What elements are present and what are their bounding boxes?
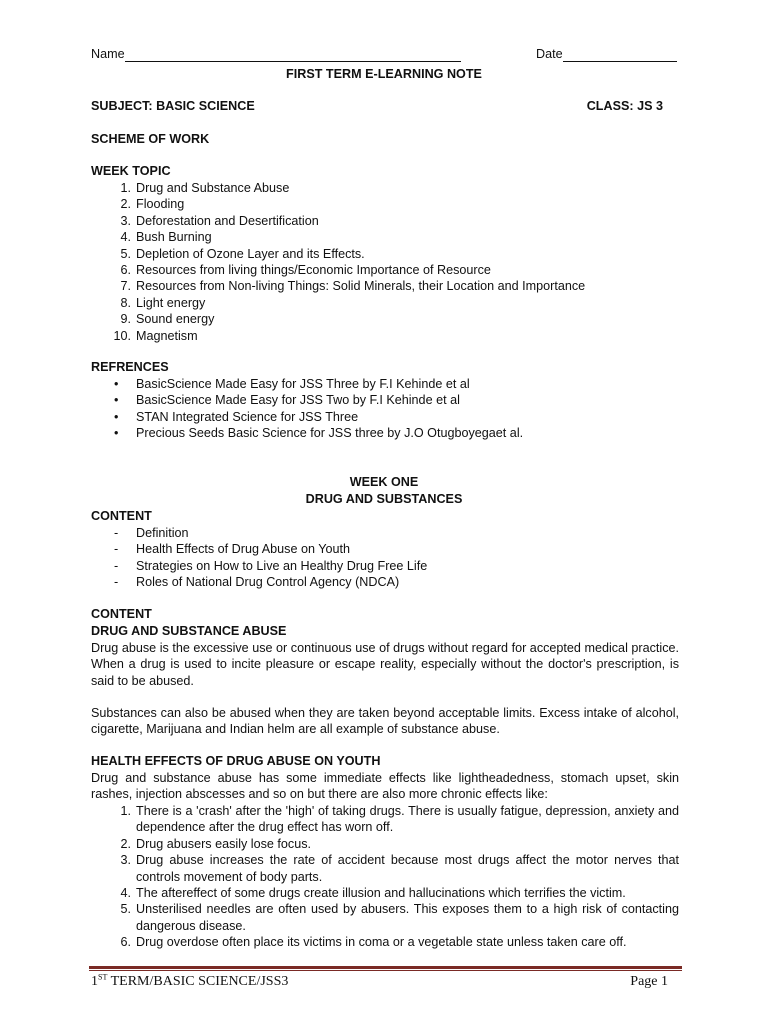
section-heading-drug-abuse: DRUG AND SUBSTANCE ABUSE (91, 624, 287, 638)
list-item: 8. Light energy (120, 295, 206, 310)
name-label: Name (91, 47, 125, 61)
week-title: WEEK ONE (349, 475, 419, 489)
list-item: 3. Deforestation and Desertification (120, 213, 319, 228)
content-heading-2: CONTENT (91, 607, 152, 621)
paragraph-substances: Substances can also be abused when they are taken beyond acceptable limits. Excess intake of alcohol, cigarette, Marijuana and Indian helm are all example of substance abuse. (91, 706, 679, 737)
week-topic-heading: WEEK TOPIC (91, 164, 171, 178)
list-item: • BasicScience Made Easy for JSS Two by F.I Kehinde et al (114, 393, 460, 408)
list-item: 2. Drug abusers easily lose focus. (120, 836, 311, 851)
date-label: Date (536, 47, 563, 61)
page-footer (91, 974, 668, 990)
footer-rule (89, 966, 682, 969)
list-item: 1. There is a 'crash' after the 'high' of taking drugs. There is usually fatigue, depression, anxiety and dependence after the drug effect has worn off. (120, 804, 679, 835)
week-subtitle: DRUG AND SUBSTANCES (305, 492, 463, 506)
list-item: 2. Flooding (120, 197, 185, 212)
paragraph-effects-intro: Drug and substance abuse has some immediate effects like lightheadedness, stomach upset, skin rashes, injection abscesses and so on but there are also more chronic effects like: (91, 771, 679, 802)
list-item: 3. Drug abuse increases the rate of accident because most drugs affect the motor nerves that controls movement of body parts. (120, 853, 679, 884)
content-heading: CONTENT (91, 509, 152, 523)
list-item: - Health Effects of Drug Abuse on Youth (114, 542, 351, 557)
date-field (536, 46, 677, 62)
date-line (563, 49, 677, 62)
list-item: 7. Resources from Non-living Things: Solid Minerals, their Location and Importance (120, 279, 586, 294)
list-item: • Precious Seeds Basic Science for JSS three by J.O Otugboyegaet al. (114, 426, 524, 441)
list-item: 10. Magnetism (113, 328, 198, 343)
content-list (111, 525, 671, 591)
effects-list (111, 803, 679, 951)
list-item: - Roles of National Drug Control Agency (NDCA) (114, 575, 400, 590)
subject-label: SUBJECT: BASIC SCIENCE (91, 99, 255, 113)
list-item: 9. Sound energy (120, 312, 215, 327)
subject-row (91, 98, 671, 114)
list-item: • STAN Integrated Science for JSS Three (114, 409, 359, 424)
list-item: 6. Drug overdose often place its victims in coma or a vegetable state unless taken care off. (120, 935, 627, 950)
references-heading: REFRENCES (91, 360, 169, 374)
document-title: FIRST TERM E-LEARNING NOTE (286, 67, 482, 81)
list-item: 5. Depletion of Ozone Layer and its Effects. (120, 246, 365, 261)
footer-term: 1ST TERM/BASIC SCIENCE/JSS3 (91, 972, 289, 989)
footer-rule-thin (89, 970, 682, 971)
list-item: 4. The aftereffect of some drugs create illusion and hallucinations which terrifies the victim. (120, 886, 626, 901)
list-item: - Strategies on How to Live an Healthy Drug Free Life (114, 558, 428, 573)
class-label: CLASS: JS 3 (586, 99, 663, 113)
topics-list (111, 180, 671, 344)
name-line (125, 49, 461, 62)
paragraph-definition: Drug abuse is the excessive use or continuous use of drugs without regard for accepted medical practice. When a drug is used to incite pleasure or escape reality, especially without the doctor's prescription, is said to be abused. (91, 641, 679, 688)
list-item: 1. Drug and Substance Abuse (120, 181, 290, 195)
scheme-heading: SCHEME OF WORK (91, 132, 210, 146)
list-item: • BasicScience Made Easy for JSS Three by F.I Kehinde et al (114, 377, 470, 391)
name-field (91, 46, 461, 62)
list-item: - Definition (114, 526, 189, 540)
name-date-row (91, 46, 681, 64)
list-item: 4. Bush Burning (120, 230, 212, 245)
page-number: Page 1 (630, 974, 668, 989)
section-heading-health-effects: HEALTH EFFECTS OF DRUG ABUSE ON YOUTH (91, 754, 381, 768)
list-item: 5. Unsterilised needles are often used by abusers. This exposes them to a high risk of contacting dangerous disease. (120, 902, 679, 933)
list-item: 6. Resources from living things/Economic Importance of Resource (120, 263, 491, 278)
references-list (111, 376, 671, 442)
